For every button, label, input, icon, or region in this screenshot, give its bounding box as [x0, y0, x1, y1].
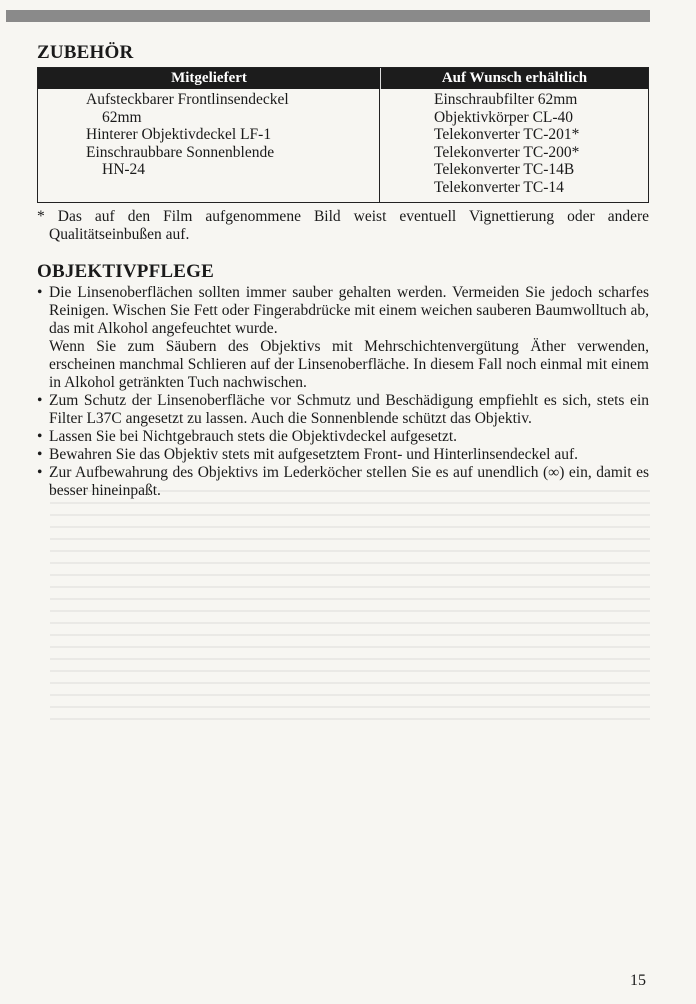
supplied-item: 62mm: [102, 108, 142, 126]
care-item-filter: • Zum Schutz der Linsenoberfläche vor Schmutz und Beschädigung empfiehlt es sich, stets ein Filter L37C angesetzt zu lassen. Auch die Sonnenblende schützt das Objektiv.: [37, 392, 649, 428]
optional-item: Telekonverter TC-200*: [434, 143, 580, 161]
optional-item: Telekonverter TC-201*: [434, 126, 580, 143]
optional-item: Objektivkörper CL-40: [434, 108, 574, 126]
care-item-cleaning: • Die Linsenoberflächen sollten immer sauber gehalten werden. Vermeiden Sie jedoch scharfes Reinigen. Wischen Sie Fett oder Fingerabdrücke mit einem weichen sauberen Baumwolltuch ab, das mit Alkohol angefeuchtet wurde.: [37, 284, 649, 338]
care-item-storage: • Bewahren Sie das Objektiv stets mit aufgesetztem Front- und Hinterlinsendeckel auf.: [37, 446, 649, 464]
bleed-through-background: [50, 480, 650, 720]
table-body: [38, 89, 648, 202]
footnote-line: Qualitätseinbußen auf.: [49, 226, 190, 243]
footnote-line: * Das auf den Film aufgenommene Bild weist eventuell Vignettierung oder andere: [37, 208, 649, 225]
optional-item: Telekonverter TC-14B: [434, 161, 575, 178]
lens-care-list: [37, 284, 649, 500]
care-item-caps: • Lassen Sie bei Nichtgebrauch stets die Objektivdeckel aufgesetzt.: [37, 428, 649, 446]
optional-column: [380, 89, 648, 202]
care-item-ether: Wenn Sie zum Säubern des Objektivs mit Mehrschichtenvergütung Äther verwenden, erscheinen manchmal Schlieren auf der Linsenoberfläche. In diesem Fall noch einmal mit einem in Alkohol getränkten Tuch nachwischen.: [49, 338, 649, 391]
vignetting-footnote: [37, 208, 649, 244]
supplied-item: Hinterer Objektivdeckel LF-1: [86, 126, 272, 143]
optional-header: Auf Wunsch erhältlich: [441, 70, 588, 86]
supplied-header: Mitgeliefert: [38, 68, 381, 89]
supplied-column: [38, 89, 380, 202]
table-header-row: [38, 68, 648, 89]
supplied-item: HN-24: [102, 161, 146, 178]
page-number: 15: [630, 972, 646, 989]
accessories-table: [37, 67, 649, 203]
supplied-item: Aufsteckbarer Frontlinsendeckel: [86, 91, 289, 108]
care-item-case: • Zur Aufbewahrung des Objektivs im Lederköcher stellen Sie es auf unendlich (∞) ein, damit es besser hineinpaßt.: [37, 464, 649, 500]
top-scan-bar: [6, 10, 650, 22]
optional-item: Einschraubfilter 62mm: [434, 91, 578, 108]
accessories-heading: ZUBEHÖR: [37, 42, 134, 63]
optional-item: Telekonverter TC-14: [434, 178, 564, 196]
supplied-item: Einschraubbare Sonnenblende: [86, 143, 275, 161]
lens-care-heading: OBJEKTIVPFLEGE: [37, 261, 215, 282]
